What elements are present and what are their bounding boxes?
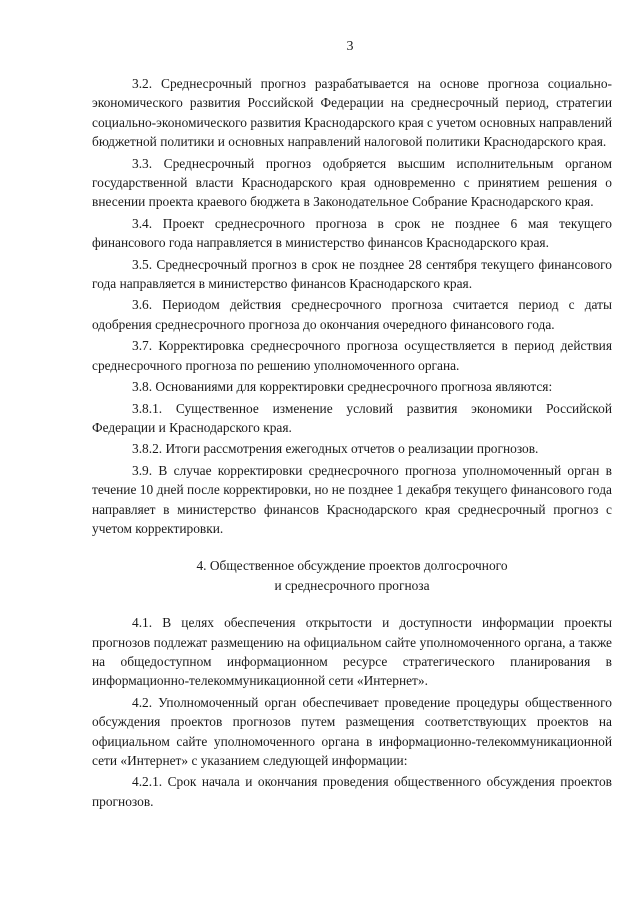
paragraph-3-6: 3.6. Периодом действия среднесрочного прогноза считается период с даты одобрения среднесрочного прогноза до окончания очередного финансового года. [92,297,612,332]
document-body [92,74,612,813]
paragraph-4-2: 4.2. Уполномоченный орган обеспечивает проведение процедуры общественного обсуждения проектов прогнозов путем размещения соответствующих проектов на официальном сайте уполномоченного органа в информационно-телекоммуникационной сети «Интернет» с указанием следующей информации: [92,694,612,768]
paragraph-3-5: 3.5. Среднесрочный прогноз в срок не позднее 28 сентября текущего финансового года направляется в министерство финансов Краснодарского края. [92,256,612,292]
paragraph-3-4: 3.4. Проект среднесрочного прогноза в срок не позднее 6 мая текущего финансового года направляется в министерство финансов Краснодарского края. [92,215,612,251]
paragraph-3-3: 3.3. Среднесрочный прогноз одобряется высшим исполнительным органом государственной власти Краснодарского края одновременно с принятием решения о внесении проекта краевого бюджета в Законодательное Собрание Краснодарского края. [92,155,612,210]
paragraph-3-8: 3.8. Основаниями для корректировки среднесрочного прогноза являются: [132,379,553,395]
paragraph-3-2: 3.2. Среднесрочный прогноз разрабатывается на основе прогноза социально-экономического развития Российской Федерации на среднесрочный период, стратегии социально-экономического развития Краснодарского края с учетом основных направлений бюджетной политики и основных направлений налоговой политики Краснодарского края. [92,76,613,150]
section-heading-line-2: и среднесрочного прогноза [274,577,430,593]
section-heading-line-1: 4. Общественное обсуждение проектов долгосрочного [196,558,508,574]
section-heading [92,556,612,595]
paragraph-3-8-2: 3.8.2. Итоги рассмотрения ежегодных отчетов о реализации прогнозов. [132,441,539,457]
paragraph-3-8-1: 3.8.1. Существенное изменение условий развития экономики Российской Федерации и Краснодарского края. [92,400,612,435]
page-number: 3 [346,39,354,54]
paragraph-3-7: 3.7. Корректировка среднесрочного прогноза осуществляется в период действия среднесрочного прогноза по решению уполномоченного органа. [92,338,612,373]
paragraph-4-1: 4.1. В целях обеспечения открытости и доступности информации проекты прогнозов подлежат размещению на официальном сайте уполномоченного органа, а также на общедоступном информационном ресурсе стратегического планирования в информационно-телекоммуникационной сети «Интернет». [92,615,612,689]
paragraph-4-2-1: 4.2.1. Срок начала и окончания проведения общественного обсуждения проектов прогнозов. [92,774,612,809]
paragraph-3-9: 3.9. В случае корректировки среднесрочного прогноза уполномоченный орган в течение 10 дней после корректировки, но не позднее 1 декабря текущего финансового года направляет в министерство финансов Краснодарского края среднесрочный прогноз с учетом корректировки. [92,462,612,536]
